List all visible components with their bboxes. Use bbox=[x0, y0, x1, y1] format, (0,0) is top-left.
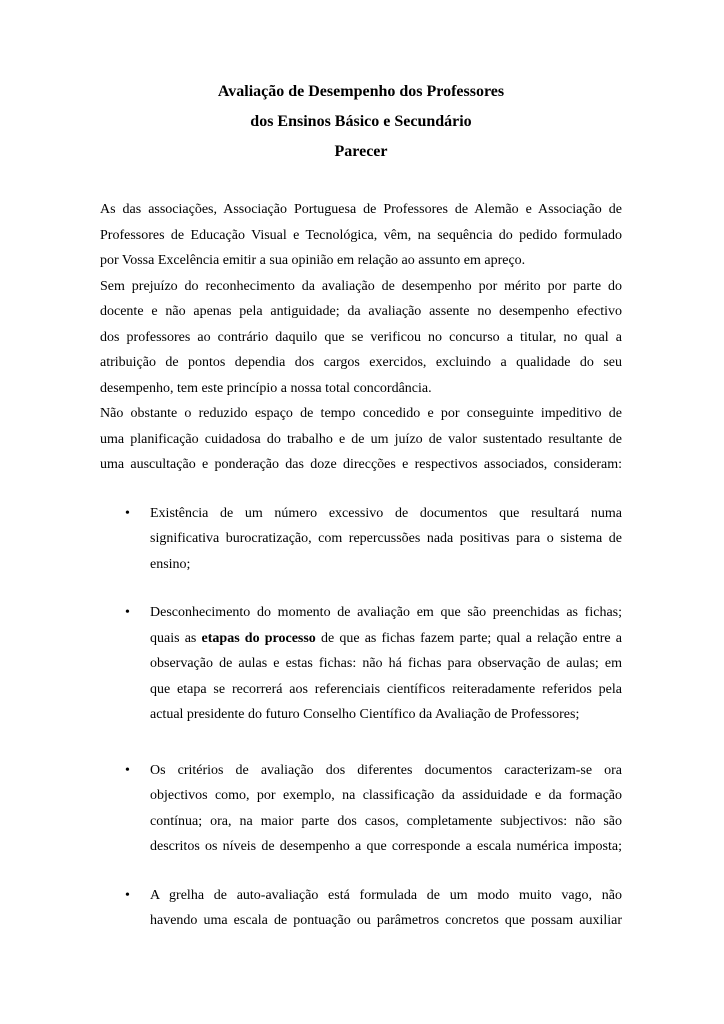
bullet-line: havendo uma escala de pontuação ou parâmetros concretos que possam auxiliar bbox=[150, 913, 622, 928]
paragraph-2 bbox=[100, 274, 622, 402]
bullet-icon: • bbox=[125, 505, 130, 521]
paragraph-line: Sem prejuízo do reconhecimento da avaliação de desempenho por mérito por parte do bbox=[100, 278, 622, 294]
bullet-list bbox=[100, 501, 622, 934]
paragraph-line: uma auscultação e ponderação das doze direcções e respectivos associados, consideram: bbox=[100, 457, 622, 472]
paragraph-1 bbox=[100, 197, 622, 274]
bullet-line: Desconhecimento do momento de avaliação em que são preenchidas as fichas; bbox=[150, 605, 622, 620]
bullet-line: Os critérios de avaliação dos diferentes documentos caracterizam-se ora bbox=[150, 762, 622, 778]
title-line-3: Parecer bbox=[334, 143, 388, 160]
paragraph-3 bbox=[100, 401, 622, 478]
paragraph-line: docente e não apenas pela antiguidade; da avaliação assente no desempenho efectivo bbox=[100, 304, 622, 319]
bullet-line: A grelha de auto-avaliação está formulada de um modo muito vago, não bbox=[150, 887, 622, 903]
bold-emphasis-text: etapas do processo bbox=[201, 630, 316, 646]
paragraph-line: Professores de Educação Visual e Tecnológica, vêm, na sequência do pedido formulado bbox=[100, 227, 622, 243]
paragraph-line: desempenho, tem este princípio a nossa total concordância. bbox=[100, 380, 432, 396]
paragraph-line: uma planificação cuidadosa do trabalho e de um juízo de valor sustentado resultante de bbox=[100, 431, 622, 447]
document-content bbox=[100, 0, 622, 934]
paragraph-line: dos professores ao contrário daquilo que se verificou no concurso a titular, no qual a bbox=[100, 329, 622, 345]
bullet-icon: • bbox=[125, 762, 130, 778]
document-title bbox=[100, 77, 622, 167]
bullet-line: observação de aulas e estas fichas: não há fichas para observação de aulas; em bbox=[150, 656, 622, 671]
paragraph-line: atribuição de pontos dependia dos cargos exercidos, excluindo a qualidade do seu bbox=[100, 355, 622, 370]
bullet-line: contínua; ora, na maior parte dos casos, completamente subjectivos: não são bbox=[150, 813, 622, 829]
bullet-line: descritos os níveis de desempenho a que corresponde a escala numérica imposta; bbox=[150, 839, 622, 854]
paragraph-line: As das associações, Associação Portuguesa de Professores de Alemão e Associação de bbox=[100, 202, 622, 217]
bullet-line: Existência de um número excessivo de documentos que resultará numa bbox=[150, 505, 622, 521]
bullet-line: ensino; bbox=[150, 556, 191, 572]
bullet-item-1 bbox=[100, 501, 622, 578]
bullet-line: actual presidente do futuro Conselho Científico da Avaliação de Professores; bbox=[150, 707, 580, 722]
bullet-icon: • bbox=[125, 605, 130, 620]
paragraph-line: Não obstante o reduzido espaço de tempo concedido e por conseguinte impeditivo de bbox=[100, 406, 622, 421]
bullet-item-3 bbox=[100, 758, 622, 860]
bullet-line: que etapa se recorrerá aos referenciais científicos reiteradamente referidos pela bbox=[150, 681, 622, 697]
bullet-item-4 bbox=[100, 883, 622, 934]
bullet-item-2 bbox=[100, 600, 622, 728]
paragraph-line: por Vossa Excelência emitir a sua opinião em relação ao assunto em apreço. bbox=[100, 253, 526, 268]
title-line-2: dos Ensinos Básico e Secundário bbox=[250, 113, 472, 130]
bullet-line: significativa burocratização, com repercussões nada positivas para o sistema de bbox=[150, 531, 622, 546]
bullet-line-text: quais as bbox=[150, 630, 202, 646]
bullet-line bbox=[150, 626, 622, 652]
bullet-icon: • bbox=[125, 887, 130, 903]
bullet-line: objectivos como, por exemplo, na classificação da assiduidade e da formação bbox=[150, 788, 622, 803]
bullet-line-text: de que as fichas fazem parte; qual a relação entre a bbox=[315, 630, 622, 646]
title-line-1: Avaliação de Desempenho dos Professores bbox=[217, 83, 505, 100]
